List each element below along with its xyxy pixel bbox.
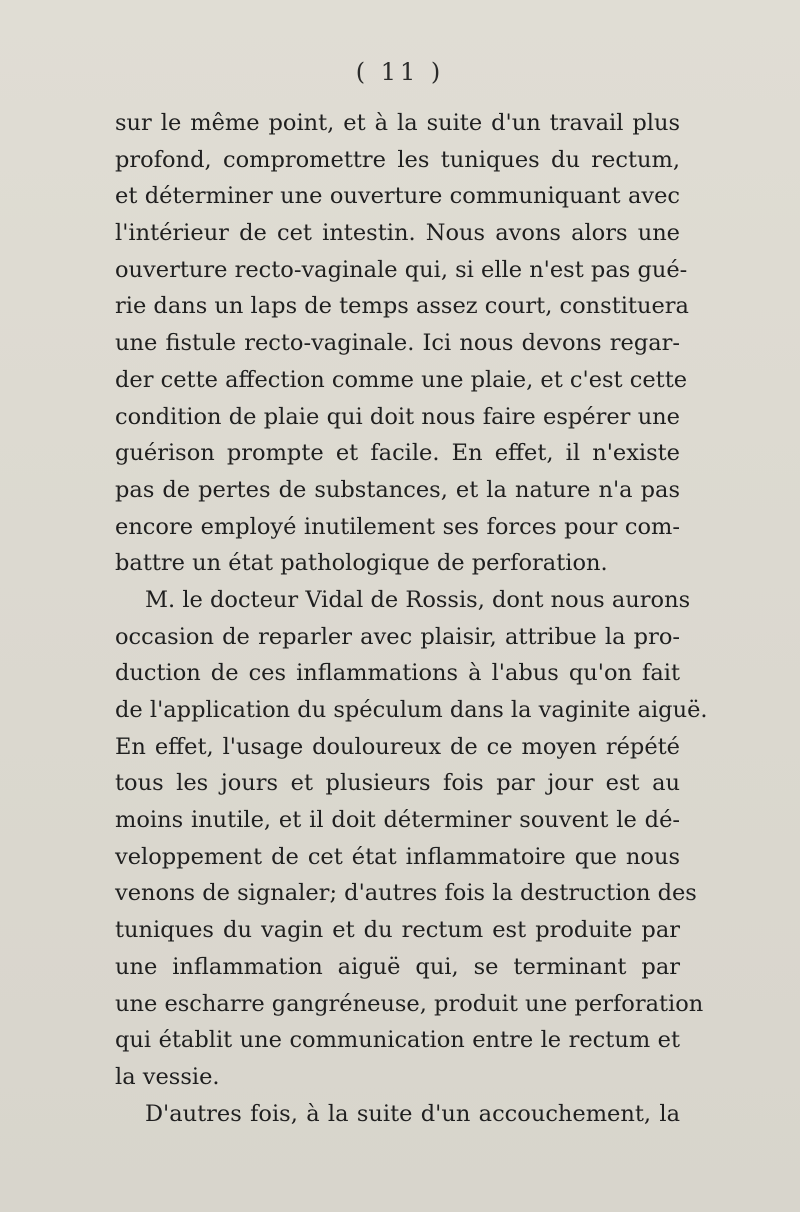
text-line: condition de plaie qui doit nous faire espérer une [115, 403, 680, 430]
text-line: sur le même point, et à la suite d'un travail plus [115, 110, 680, 136]
page-number: ( 11 ) [355, 58, 445, 86]
text-line: et déterminer une ouverture communiquant avec [115, 183, 680, 210]
text-line: battre un état pathologique de perforation. [115, 550, 608, 577]
body-text [115, 105, 708, 1132]
text-line: tous les jours et plusieurs fois par jour est au [115, 770, 680, 797]
text-line: profond, compromettre les tuniques du rectum, [115, 146, 680, 173]
text-line: une inflammation aiguë qui, se terminant par [115, 953, 680, 980]
text-line: En effet, l'usage douloureux de ce moyen répété [115, 733, 680, 760]
text-line: la vessie. [115, 1063, 220, 1090]
text-line: une fistule recto-vaginale. Ici nous devons regar- [115, 330, 680, 357]
text-line: moins inutile, et il doit déterminer souvent le dé- [115, 807, 680, 834]
text-line: pas de pertes de substances, et la nature n'a pas [115, 476, 680, 503]
text-line: ouverture recto-vaginale qui, si elle n'est pas gué- [115, 256, 688, 283]
text-line: veloppement de cet état inflammatoire que nous [115, 843, 680, 870]
text-line: guérison prompte et facile. En effet, il n'existe [115, 440, 680, 467]
text-line: occasion de reparler avec plaisir, attribue la pro- [115, 623, 680, 650]
text-line: rie dans un laps de temps assez court, constituera [115, 293, 689, 320]
text-line: encore employé inutilement ses forces pour com- [115, 513, 680, 540]
text-line: tuniques du vagin et du rectum est produite par [115, 917, 680, 944]
text-line: venons de signaler; d'autres fois la destruction des [115, 880, 697, 907]
text-line: M. le docteur Vidal de Rossis, dont nous aurons [145, 586, 691, 613]
text-line: qui établit une communication entre le rectum et [115, 1027, 680, 1054]
text-line: l'intérieur de cet intestin. Nous avons alors une [115, 220, 680, 247]
text-line: D'autres fois, à la suite d'un accouchement, la [145, 1100, 680, 1127]
text-line: der cette affection comme une plaie, et c'est cette [115, 366, 688, 393]
text-line: une escharre gangréneuse, produit une perforation [115, 990, 704, 1017]
text-line: de l'application du spéculum dans la vaginite aiguë. [115, 697, 708, 723]
text-line: duction de ces inflammations à l'abus qu'on fait [115, 660, 680, 687]
